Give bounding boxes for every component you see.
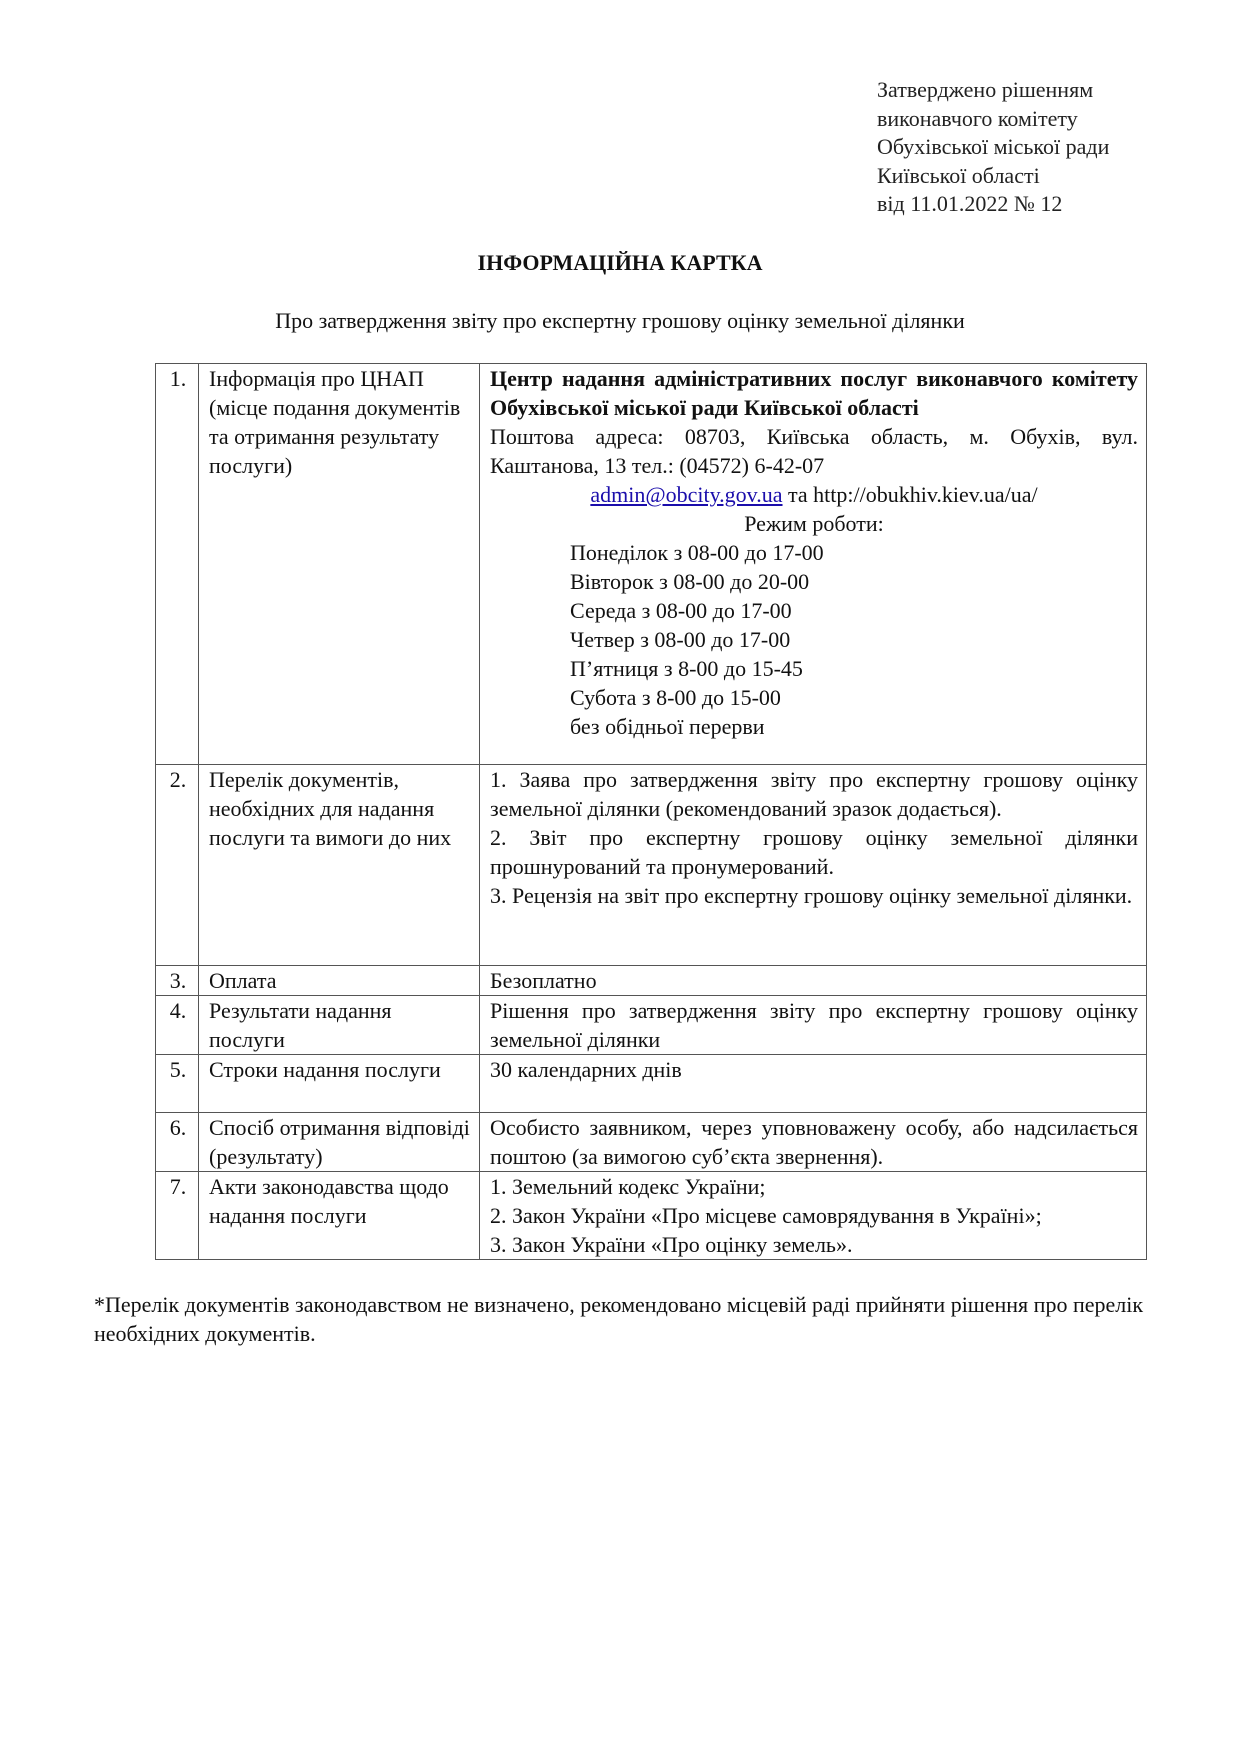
- row-value: Особисто заявником, через уповноважену особу, або надсилається поштою (за вимогою суб’єкта звернення).: [480, 1113, 1147, 1172]
- row-number: 3.: [156, 966, 199, 996]
- table-row: [156, 1055, 1147, 1113]
- row-number: 5.: [156, 1055, 199, 1113]
- schedule-item: Четвер з 08-00 до 17-00: [570, 627, 791, 652]
- table-row: [156, 1172, 1147, 1260]
- approval-line: Затверджено рішенням: [877, 77, 1094, 102]
- row-value: [480, 1172, 1147, 1260]
- schedule-title: Режим роботи:: [744, 511, 884, 536]
- row-label: Перелік документів, необхідних для надання послуги та вимоги до них: [199, 765, 480, 966]
- schedule-item: без обідньої перерви: [570, 714, 765, 739]
- row-value: 30 календарних днів: [480, 1055, 1147, 1113]
- row-label: Результати надання послуги: [199, 996, 480, 1055]
- schedule-item: Субота з 8-00 до 15-00: [570, 685, 781, 710]
- law-item: 2. Закон України «Про місцеве самоврядування в Україні»;: [490, 1203, 1042, 1228]
- schedule-item: Середа з 08-00 до 17-00: [570, 598, 792, 623]
- document-item: 3. Рецензія на звіт про експертну грошову оцінку земельної ділянки.: [490, 883, 1133, 908]
- document-item: 1. Заява про затвердження звіту про експертну грошову оцінку земельної ділянки (рекомендований зразок додається).: [490, 767, 1138, 821]
- row-label: Спосіб отримання відповіді (результату): [199, 1113, 480, 1172]
- row-number: 2.: [156, 765, 199, 966]
- approval-line: Київської області: [877, 162, 1040, 188]
- schedule-item: Понеділок з 08-00 до 17-00: [570, 540, 824, 565]
- info-card-table: [155, 363, 1147, 1260]
- row-number: 4.: [156, 996, 199, 1055]
- table-row: [156, 996, 1147, 1055]
- footnote: *Перелік документів законодавством не визначено, рекомендовано місцевій раді прийняти рішення про перелік необхідних документів.: [94, 1292, 1144, 1346]
- email-link[interactable]: admin@obcity.gov.ua: [590, 482, 783, 507]
- row-number: 6.: [156, 1113, 199, 1172]
- row-value: [480, 765, 1147, 966]
- row-value: [480, 364, 1147, 765]
- table-row: [156, 765, 1147, 966]
- document-subtitle: Про затвердження звіту про експертну грошову оцінку земельної ділянки: [275, 308, 965, 333]
- document-title: ІНФОРМАЦІЙНА КАРТКА: [477, 250, 763, 275]
- row-number: 1.: [156, 364, 199, 765]
- row-label: Акти законодавства щодо надання послуги: [199, 1172, 480, 1260]
- contacts: [490, 480, 1138, 509]
- schedule-list: [490, 538, 1138, 741]
- schedule-item: Вівторок з 08-00 до 20-00: [570, 569, 810, 594]
- row-label: Інформація про ЦНАП (місце подання документів та отримання результату послуги): [199, 364, 480, 765]
- postal-address: Поштова адреса: 08703, Київська область, м. Обухів, вул. Каштанова, 13 тел.: (04572) 6-42-07: [490, 424, 1138, 478]
- approval-line: Обухівської міської ради: [877, 134, 1110, 159]
- approval-stamp: [877, 76, 1217, 219]
- center-name: Центр надання адміністративних послуг виконавчого комітету Обухівської міської ради Київської області: [490, 366, 1138, 420]
- table-row: [156, 966, 1147, 996]
- law-item: 1. Земельний кодекс України;: [490, 1174, 766, 1199]
- document-item: 2. Звіт про експертну грошову оцінку земельної ділянки прошнурований та пронумерований.: [490, 825, 1138, 879]
- schedule-item: П’ятниця з 8-00 до 15-45: [570, 656, 803, 681]
- table-row: [156, 364, 1147, 765]
- law-item: 3. Закон України «Про оцінку земель».: [490, 1232, 853, 1257]
- approval-line: виконавчого комітету: [877, 105, 1078, 131]
- row-label: Строки надання послуги: [199, 1055, 480, 1113]
- row-value: Безоплатно: [480, 966, 1147, 996]
- table-row: [156, 1113, 1147, 1172]
- website-text: та http://obukhiv.kiev.ua/ua/: [782, 482, 1038, 507]
- row-value: Рішення про затвердження звіту про експертну грошову оцінку земельної ділянки: [480, 996, 1147, 1055]
- approval-date: від 11.01.2022 № 12: [877, 191, 1063, 216]
- row-label: Оплата: [199, 966, 480, 996]
- row-number: 7.: [156, 1172, 199, 1260]
